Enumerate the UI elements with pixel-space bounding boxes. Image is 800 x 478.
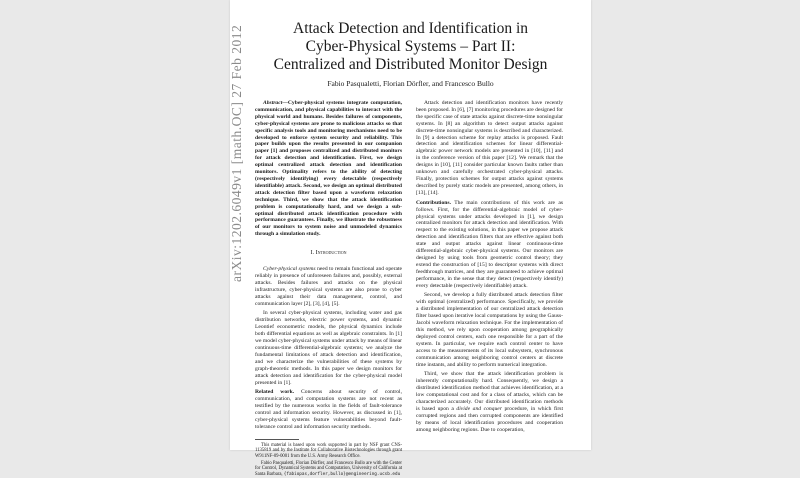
intro-lead-term: Cyber-physical systems	[263, 266, 316, 273]
right-column	[416, 100, 563, 437]
contributions-label: Contributions.	[416, 199, 451, 206]
contributions-paragraph	[416, 200, 563, 290]
intro-p1-text: need to remain functional and operate reliably in presence of unforeseen failures and, possibly, external attacks. Besides failures and attacks on the physical infrastructure, cyber-physical systems are also prone to cyber attacks against their data management, control, and communication layer [2], [3], [4], [5].	[255, 266, 402, 307]
intro-paragraph-1	[255, 266, 402, 307]
footnote-email: {fabiopas,dorfler,bullo}@engineering.ucsb.edu	[283, 471, 401, 477]
title-line-1: Attack Detection and Identification in	[293, 20, 528, 37]
author-list: Fabio Pasqualetti, Florian Dörfler, and Francesco Bullo	[327, 79, 494, 88]
footnote-affiliation-text: Fabio Pasqualetti, Florian Dörfler, and Francesco Bullo are with the Center for Control, Dynamical Systems and Computation, University of California at Santa Barbara,	[255, 460, 402, 477]
title-line-3: Centralized and Distributed Monitor Design	[273, 56, 548, 73]
right-paragraph-1: Attack detection and identification monitors have recently been proposed. In [6], [7] monitoring procedures are designed for the specific case of state attacks against discrete-time nonsingular systems. In [8] an algorithm to detect output attacks against discrete-time nonsingular systems is described and characterized. In [9] a detection scheme for replay attacks is proposed. Fault detection and identification schemes for linear differential-algebraic power network models are presented in [10], [11] and in the conference version of this paper [12]. We remark that the designs in [10], [11] consider particular known faults rather than unknown and carefully orchestrated cyber-physical attacks. Finally, protection schemes for output attacks against systems described by purely static models are presented, among others, in [13], [14].	[416, 100, 563, 196]
right-p3-emphasis: divide and conquer	[456, 405, 502, 412]
right-p3-text-a: Third, we show that the attack identification problem is inherently computationally hard. Consequently, we design a distributed identification method that achieves identification, at a low computational cost and for a class of attacks, which can be characterized accurately. Our distributed identification methods is based upon a	[416, 371, 563, 412]
right-paragraph-2: Second, we develop a fully distributed attack detection filter with optimal (centralized) performance. Specifically, we provide a distributed implementation of our centralized attack detection filter based upon iterative local computations by using the Gauss-Jacobi waveform relaxation technique. For the implementation of this method, we rely upon cooperation among geographically deployed control centers, each one responsible for a part of the system. In particular, we require each control center to have access to the measurements of its local subsystem, synchronous communication among neighboring control centers at discrete time instants, and ability to perform numerical integration.	[416, 292, 563, 368]
abstract	[255, 100, 402, 238]
abstract-label: Abstract	[263, 100, 283, 106]
section-heading-introduction: I. Introduction	[310, 249, 347, 257]
footnote-affiliation	[255, 461, 402, 478]
contributions-text: The main contributions of this work are as follows. First, for the differential-algebraic model of cyber-physical systems under attacks developed in [1], we design centralized monitors for attack detection and identification. With respect to the existing solutions, in this paper we propose attack detection and identification filters that are effective against both state and output attacks against linear continuous-time differential-algebraic cyber-physical systems. Our monitors are designed by using tools from geometric control theory; they extend the construction of [15] to descriptor systems with direct feedthrough matrices, and they are guaranteed to achieve optimal performance, in the sense that they detect (respectively identify) every detectable (respectively identifiable) attack.	[416, 199, 563, 289]
related-work-label: Related work.	[255, 389, 295, 396]
right-paragraph-3	[416, 371, 563, 433]
related-work-paragraph	[255, 389, 402, 430]
left-column	[255, 100, 402, 478]
footnote-divider	[255, 439, 299, 440]
abstract-text: —Cyber-physical systems integrate computation, communication, and physical capabilities to interact with the physical world and humans. Besides failures of components, cyber-physical systems are prone to malicious attacks so that specific analysis tools and monitoring mechanisms need to be developed to enforce system security and reliability. This paper builds upon the results presented in our companion paper [1] and proposes centralized and distributed monitors for attack detection and identification. First, we design optimal centralized attack detection and identification monitors. Optimality refers to the ability of detecting (respectively identifying) every detectable (respectively identifiable) attack. Second, we design an optimal distributed attack detection filter based upon a waveform relaxation technique. Third, we show that the attack identification problem is computationally hard, and we design a sub-optimal distributed attack identification procedure with performance guarantees. Finally, we illustrate the robustness of our monitors to system noise and unmodeled dynamics through a simulation study.	[255, 100, 402, 238]
related-work-text: Concerns about security of control, communication, and computation systems are not recent as testified by the numerous works in the fields of fault-tolerance control and information security. However, as discussed in [1], cyber-physical systems feature vulnerabilities beyond fault-tolerance control and information security methods.	[255, 389, 402, 430]
paper-title	[230, 20, 591, 74]
paper-page	[230, 0, 591, 477]
arxiv-identifier: arXiv:1202.6049v1 [math.OC] 27 Feb 2012	[229, 24, 244, 282]
intro-paragraph-2: In several cyber-physical systems, including water and gas distribution networks, electric power systems, and dynamic Leontief econometric models, the physical dynamics include both differential equations as well as algebraic constraints. In [1] we model cyber-physical systems under attack by means of linear continuous-time differential-algebraic systems; we analyze the fundamental limitations of attack detection and identification, and we characterize the vulnerabilities of these systems by graph-theoretic methods. In this paper we design monitors for attack detection and identification for the cyber-physical model presented in [1].	[255, 310, 402, 386]
title-line-2: Cyber-Physical Systems – Part II:	[305, 38, 516, 55]
footnote-funding: This material is based upon work supported in part by NSF grant CNS-1135819 and by the Institute for Collaborative Biotechnologies through grant W911NF-09-0001 from the U.S. Army Research Office.	[255, 442, 402, 460]
right-p3-text-b: procedure, in which first corrupted regions and then corrupted components are identified by means of local identification procedures and cooperation among neighboring regions. Due to cooperation,	[416, 405, 563, 433]
